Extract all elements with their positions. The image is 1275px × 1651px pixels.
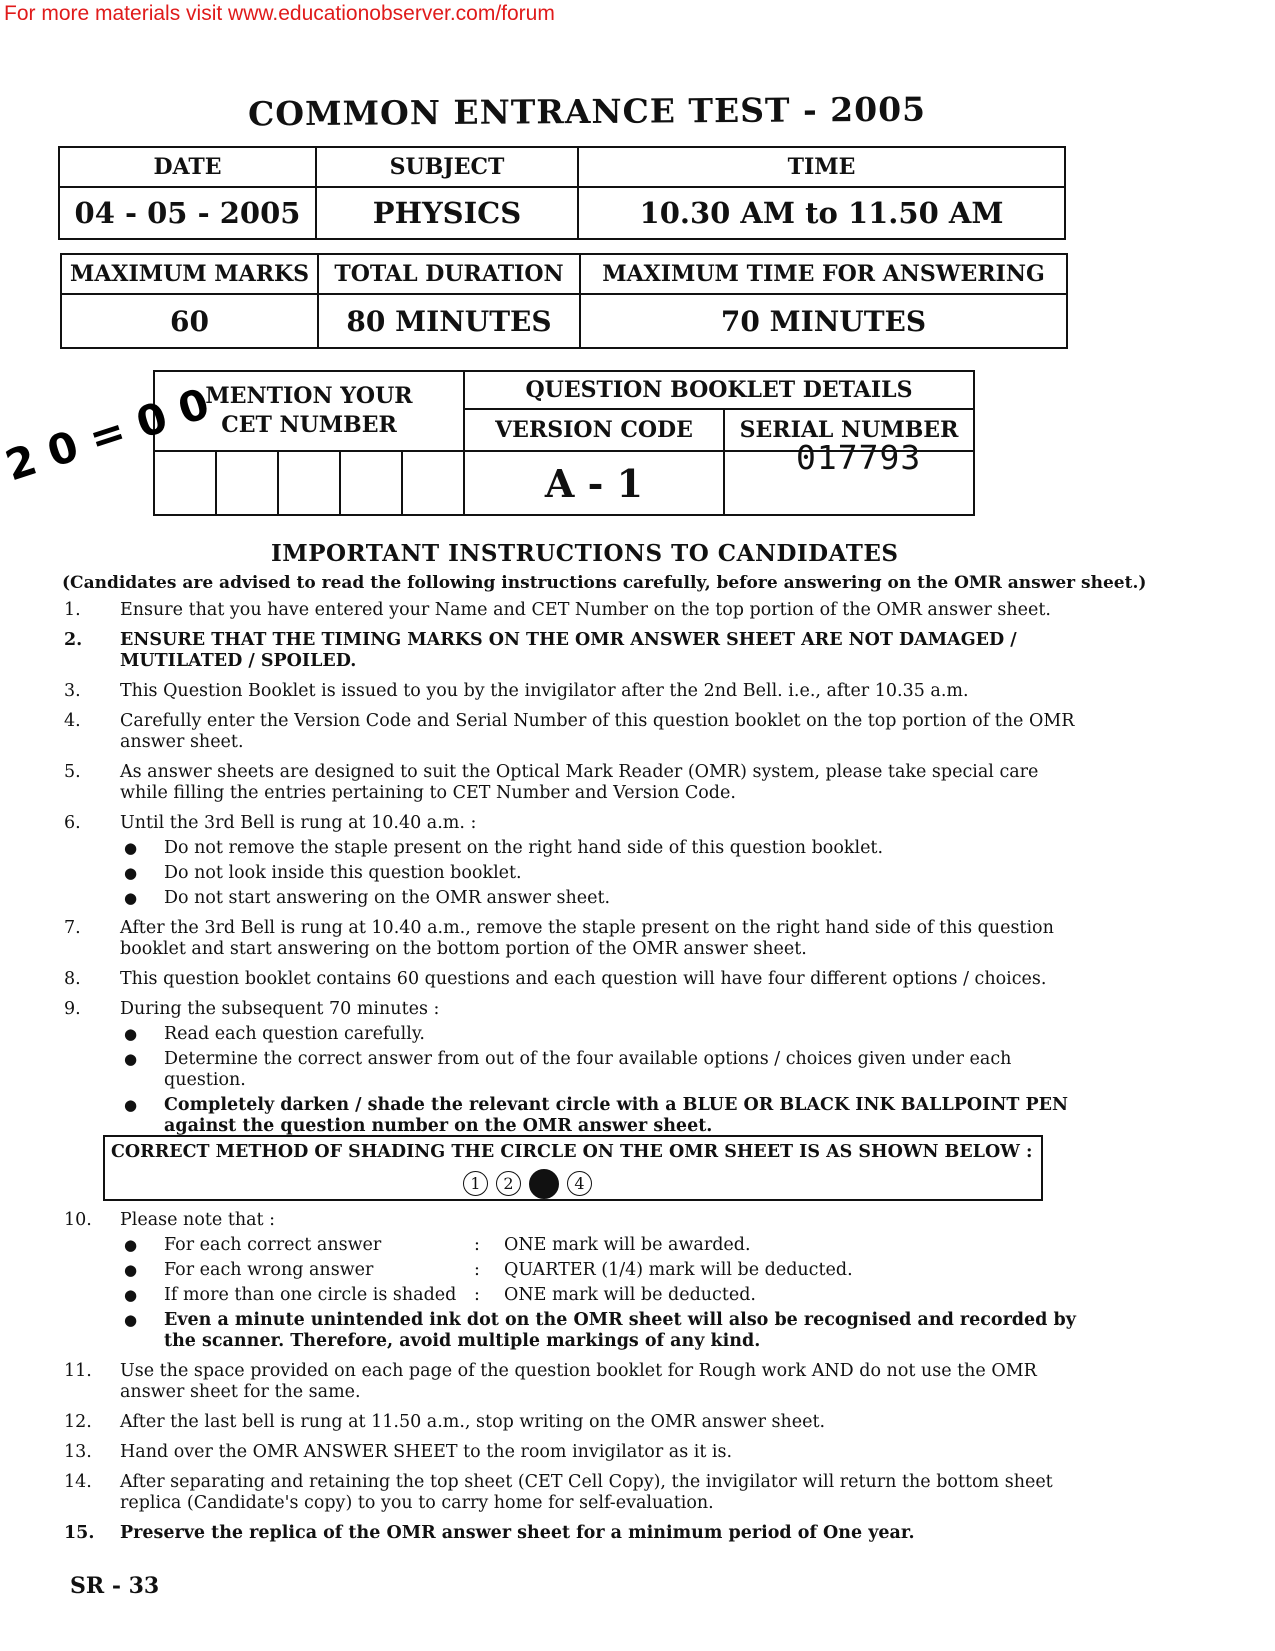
instruction-item: 15. Preserve the replica of the OMR answer sheet for a minimum period of One year. [64,1523,915,1543]
instruction-item: 2. ENSURE THAT THE TIMING MARKS ON THE OMR ANSWER SHEET ARE NOT DAMAGED / MUTILATED / SPOILED. [64,630,1017,671]
instruction-item: 6. Until the 3rd Bell is rung at 10.40 a.m. : ● Do not remove the staple present on the right hand side of this question booklet. ● Do not look inside this question booklet. ● Do not start answering on the OMR answer sheet. [58,813,1078,909]
time-header: TIME [578,147,1065,187]
cet-digit-box[interactable] [278,451,340,515]
bullet-item [120,1235,1078,1256]
version-code-value: A - 1 [464,451,724,515]
omr-circle-option-1: 1 [463,1171,488,1196]
cet-digit-box[interactable] [340,451,402,515]
bullet-list [120,838,1078,909]
cet-digit-box[interactable] [154,451,216,515]
total-duration-header: TOTAL DURATION [318,254,580,294]
instruction-list-continued [58,1210,1078,1553]
bullet-list [120,1024,1078,1137]
mention-line-1: MENTION YOUR [205,383,413,409]
instruction-item: 3. This Question Booklet is issued to you by the invigilator after the 2nd Bell. i.e., after 10.35 a.m. [64,681,969,701]
total-duration-value: 80 MINUTES [318,294,580,348]
instruction-item: 9. During the subsequent 70 minutes : ● Read each question carefully. ● Determine the correct answer from out of the four available options / choices given under each question. ● Completely darken / shade the relevant circle with a BLUE OR BLACK INK BALLPOINT PEN against the question number on the OMR answer sheet. [58,999,1078,1137]
marking-condition: ● If more than one circle is shaded [164,1285,457,1305]
subject-value: PHYSICS [316,187,578,239]
instruction-item: 11. Use the space provided on each page of the question booklet for Rough work AND do not use the OMR answer sheet for the same. [64,1361,1037,1402]
bullet-item [120,1285,1078,1306]
colon-separator: : [474,1285,480,1305]
bullet-item: ● Do not remove the staple present on the right hand side of this question booklet. [120,838,1078,859]
instruction-text: After the 3rd Bell is rung at 10.40 a.m., remove the staple present on the right hand side of this question booklet and start answering on the bottom portion of the OMR answer sheet. [120,918,1054,959]
omr-circle-option-2: 2 [496,1171,521,1196]
cet-digit-box[interactable] [216,451,278,515]
instruction-text: Carefully enter the Version Code and Serial Number of this question booklet on the top portion of the OMR answer sheet. [120,711,1075,752]
marking-condition: ● For each correct answer [164,1235,382,1255]
omr-circle-option-4: 4 [567,1171,592,1196]
colon-separator: : [474,1260,480,1280]
instruction-text: During the subsequent 70 minutes : [120,999,440,1019]
instruction-item: 10. Please note that : ● For each correct answer : ONE mark will be awarded. ● For each wrong answer : QUARTER (1/4) mark will be deducted. ● If more than one circle is shaded : ONE mark will be deducted. ● Even a minute unintended ink dot on the OMR sheet will also be recognised and recorded by the scanner. Therefore, avoid multiple markings of any kind. [58,1210,1078,1352]
instructions-subtitle: (Candidates are advised to read the following instructions carefully, before answering on the OMR answer sheet.) [62,573,1147,593]
instruction-text: Hand over the OMR ANSWER SHEET to the room invigilator as it is. [120,1442,733,1462]
version-code-label: VERSION CODE [464,409,724,451]
bullet-item [120,1260,1078,1281]
serial-number-label: SERIAL NUMBER [724,409,974,451]
instruction-item: 8. This question booklet contains 60 questions and each question will have four different options / choices. [64,969,1047,989]
date-header: DATE [59,147,316,187]
bullet-item: ● Read each question carefully. [120,1024,1078,1045]
marks-duration-table [60,253,1068,349]
bullet-item: ● Even a minute unintended ink dot on the OMR sheet will also be recognised and recorded by the scanner. Therefore, avoid multiple markings of any kind. [120,1310,1078,1352]
instruction-list [58,600,1078,1146]
shading-method-box [103,1135,1043,1201]
marking-result: ONE mark will be awarded. [504,1235,751,1255]
page-title: COMMON ENTRANCE TEST - 2005 [247,89,927,134]
booklet-details-title: QUESTION BOOKLET DETAILS [464,371,974,409]
time-value: 10.30 AM to 11.50 AM [578,187,1065,239]
instruction-text: This question booklet contains 60 questions and each question will have four different options / choices. [120,969,1047,989]
instruction-item: 5. As answer sheets are designed to suit the Optical Mark Reader (OMR) system, please take special care while filling the entries pertaining to CET Number and Version Code. [64,762,1039,803]
bullet-item: ● Do not start answering on the OMR answer sheet. [120,888,1078,909]
serial-number-value: 017793 [796,438,922,477]
exam-info-table [58,146,1066,240]
subject-header: SUBJECT [316,147,578,187]
instruction-item: 7. After the 3rd Bell is rung at 10.40 a.m., remove the staple present on the right hand side of this question booklet and start answering on the bottom portion of the OMR answer sheet. [64,918,1054,959]
instruction-text: Use the space provided on each page of the question booklet for Rough work AND do not use the OMR answer sheet for the same. [120,1361,1037,1402]
header-link[interactable]: For more materials visit www.educationobserver.com/forum [4,2,555,25]
marking-result: ONE mark will be deducted. [504,1285,756,1305]
bullet-item: ● Do not look inside this question booklet. [120,863,1078,884]
instruction-text: This Question Booklet is issued to you by the invigilator after the 2nd Bell. i.e., after 10.35 a.m. [120,681,969,701]
omr-circle-example [463,1171,592,1199]
instruction-item: 1. Ensure that you have entered your Name and CET Number on the top portion of the OMR answer sheet. [64,600,1051,620]
max-answer-time-header: MAXIMUM TIME FOR ANSWERING [580,254,1067,294]
max-answer-time-value: 70 MINUTES [580,294,1067,348]
max-marks-value: 60 [61,294,318,348]
handwritten-note: 2 0 = 0 0 [0,378,215,491]
instructions-title: IMPORTANT INSTRUCTIONS TO CANDIDATES [271,540,899,567]
instruction-item: 4. Carefully enter the Version Code and Serial Number of this question booklet on the top portion of the OMR answer sheet. [64,711,1075,752]
omr-circle-filled [529,1169,559,1199]
instruction-item: 14. After separating and retaining the top sheet (CET Cell Copy), the invigilator will return the bottom sheet replica (Candidate's copy) to you to carry home for self-evaluation. [64,1472,1053,1513]
bullet-item: ● Completely darken / shade the relevant circle with a BLUE OR BLACK INK BALLPOINT PEN against the question number on the OMR answer sheet. [120,1095,1078,1137]
bullet-item: ● Determine the correct answer from out of the four available options / choices given under each question. [120,1049,1078,1091]
date-value: 04 - 05 - 2005 [59,187,316,239]
colon-separator: : [474,1235,480,1255]
cet-digit-box[interactable] [402,451,464,515]
marking-condition: ● For each wrong answer [164,1260,374,1280]
marking-result: QUARTER (1/4) mark will be deducted. [504,1260,853,1280]
instruction-text: Please note that : [120,1210,276,1230]
instruction-text: As answer sheets are designed to suit the Optical Mark Reader (OMR) system, please take special care while filling the entries pertaining to CET Number and Version Code. [120,762,1039,803]
instruction-text: ENSURE THAT THE TIMING MARKS ON THE OMR ANSWER SHEET ARE NOT DAMAGED / MUTILATED / SPOILED. [120,630,1017,671]
instruction-item: 13. Hand over the OMR ANSWER SHEET to the room invigilator as it is. [64,1442,733,1462]
instruction-text: Ensure that you have entered your Name and CET Number on the top portion of the OMR answer sheet. [120,600,1051,620]
bullet-list [120,1235,1078,1352]
instruction-item: 12. After the last bell is rung at 11.50 a.m., stop writing on the OMR answer sheet. [64,1412,826,1432]
instruction-text: After separating and retaining the top sheet (CET Cell Copy), the invigilator will return the bottom sheet replica (Candidate's copy) to you to carry home for self-evaluation. [120,1472,1053,1513]
shading-caption: CORRECT METHOD OF SHADING THE CIRCLE ON THE OMR SHEET IS AS SHOWN BELOW : [111,1142,1033,1162]
page-code: SR - 33 [70,1573,160,1599]
instruction-text: After the last bell is rung at 11.50 a.m., stop writing on the OMR answer sheet. [120,1412,826,1432]
mention-line-2: CET NUMBER [221,412,397,438]
instruction-text: Until the 3rd Bell is rung at 10.40 a.m. : [120,813,477,833]
instruction-text: Preserve the replica of the OMR answer sheet for a minimum period of One year. [120,1523,915,1543]
max-marks-header: MAXIMUM MARKS [61,254,318,294]
